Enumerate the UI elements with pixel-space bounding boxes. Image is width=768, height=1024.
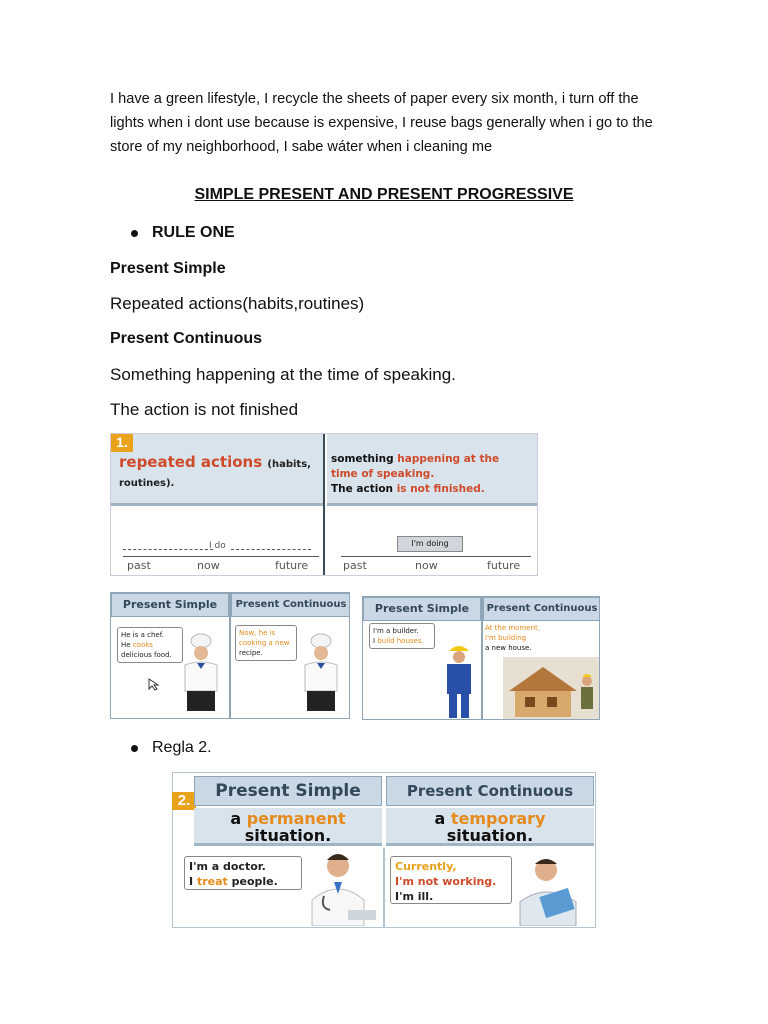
number-badge-two: 2.: [172, 792, 196, 810]
bullet-icon: [131, 745, 138, 752]
now-label-left: now: [197, 559, 220, 572]
im-doing-box: I'm doing: [397, 536, 463, 552]
perm-a: a: [230, 809, 242, 828]
past-label-right: past: [343, 559, 367, 572]
currently-bubble: [390, 856, 512, 904]
currently-line-2: I'm not working.: [395, 875, 497, 888]
builder-continuous-text: [485, 623, 555, 653]
bullet-icon: [131, 230, 138, 237]
chef-present-simple-tab: Present Simple: [111, 593, 229, 617]
number-badge: 1.: [111, 434, 133, 452]
chef-cooking-figure-icon: [291, 633, 350, 719]
rule-one-bullet: [131, 224, 235, 242]
chef-he-is: he is: [258, 629, 276, 637]
chef-line-3: delicious food.: [121, 651, 172, 659]
i-do-label: I do: [209, 541, 226, 551]
timeline-future-left: [231, 549, 311, 550]
rule-two-divider: [383, 848, 385, 928]
chef-continuous-bubble: [235, 625, 297, 661]
axis-right: [341, 556, 531, 557]
doctor-figure-icon: [304, 848, 380, 926]
chef-present-continuous-tab: Present Continuous: [231, 593, 350, 617]
perm-word: permanent: [246, 809, 346, 828]
doctor-bubble: [184, 856, 302, 890]
future-label-right: future: [487, 559, 521, 572]
rule-one-label: RULE ONE: [152, 224, 235, 241]
not-finished-label: is not finished.: [396, 483, 485, 495]
future-label-left: future: [275, 559, 309, 572]
doctor-people: people.: [231, 875, 278, 888]
figure-divider: [323, 434, 325, 576]
chef-figure-icon: [171, 633, 231, 719]
past-label-left: past: [127, 559, 151, 572]
time-of-speaking-label: time of speaking.: [331, 468, 435, 480]
chef-now: Now,: [239, 629, 257, 637]
present-continuous-desc-1: Something happening at the time of speaking.: [110, 365, 456, 384]
doctor-line-1: I'm a doctor.: [189, 860, 266, 873]
happening-label: happening at the: [397, 453, 500, 465]
temporary-situation-box: [386, 808, 594, 846]
perm-situation: situation.: [244, 826, 332, 845]
doctor-i: I: [189, 875, 194, 888]
figure-builder: [362, 596, 600, 720]
chef-recipe: recipe.: [239, 649, 263, 657]
repeated-actions-box: [111, 434, 323, 506]
happening-box: [327, 434, 538, 506]
rule-two-present-simple-tab: Present Simple: [194, 776, 382, 806]
regla-dos-bullet: [131, 739, 212, 757]
rule-two-present-continuous-tab: Present Continuous: [386, 776, 594, 806]
builder-simple-bubble: [369, 623, 435, 649]
present-simple-desc: Repeated actions(habits,routines): [110, 294, 365, 313]
the-action-label: The action: [331, 483, 394, 495]
present-continuous-desc-2: The action is not finished: [110, 400, 299, 419]
present-simple-heading: Present Simple: [110, 260, 226, 277]
now-label-right: now: [415, 559, 438, 572]
present-continuous-heading: Present Continuous: [110, 330, 263, 347]
axis-left: [123, 556, 319, 557]
permanent-situation-box: [194, 808, 382, 846]
something-label: something: [331, 453, 394, 465]
intro-paragraph: I have a green lifestyle, I recycle the sheets of paper every six month, i turn off the lights when i dont use because is expensive, I reuse bags generally when i go to the store of my neighborhood, I sabe wáter when i cleaning me: [110, 91, 653, 156]
builder-line-1: I'm a builder.: [373, 627, 419, 635]
figure-rule-one-timeline: [110, 433, 538, 576]
doctor-treat: treat: [196, 875, 228, 888]
builder-divider: [481, 597, 483, 720]
timeline-past-left: [123, 549, 213, 550]
sick-man-figure-icon: [512, 852, 594, 926]
temp-situation: situation.: [446, 826, 534, 845]
builder-building: I'm building: [485, 634, 527, 642]
builder-present-simple-tab: Present Simple: [363, 597, 481, 621]
builder-house: a new house.: [485, 644, 532, 652]
temp-word: temporary: [450, 809, 546, 828]
builder-present-continuous-tab: Present Continuous: [483, 597, 600, 621]
figure-rule-two: [172, 772, 596, 928]
cursor-icon: [147, 677, 161, 691]
chef-cooks: cooks: [132, 641, 153, 649]
builder-figure-icon: [437, 641, 481, 720]
currently-line-1: Currently,: [395, 860, 457, 873]
chef-cooking: cooking a new: [239, 639, 290, 647]
section-heading: SIMPLE PRESENT AND PRESENT PROGRESSIVE: [194, 186, 574, 203]
chef-line-1: He is a chef.: [121, 631, 164, 639]
regla-dos-label: Regla 2.: [152, 739, 212, 756]
temp-a: a: [434, 809, 446, 828]
figure-chef: [110, 592, 350, 719]
chef-line-2a: He: [121, 641, 131, 649]
currently-line-3: I'm ill.: [395, 890, 434, 903]
house-construction-icon: [503, 657, 599, 719]
repeated-actions-label: repeated actions: [119, 453, 263, 471]
builder-build: build houses.: [377, 637, 424, 645]
builder-moment: At the moment,: [485, 624, 540, 632]
builder-line-2a: I: [373, 637, 376, 645]
habits-routines-label: (habits, routines).: [119, 459, 311, 489]
